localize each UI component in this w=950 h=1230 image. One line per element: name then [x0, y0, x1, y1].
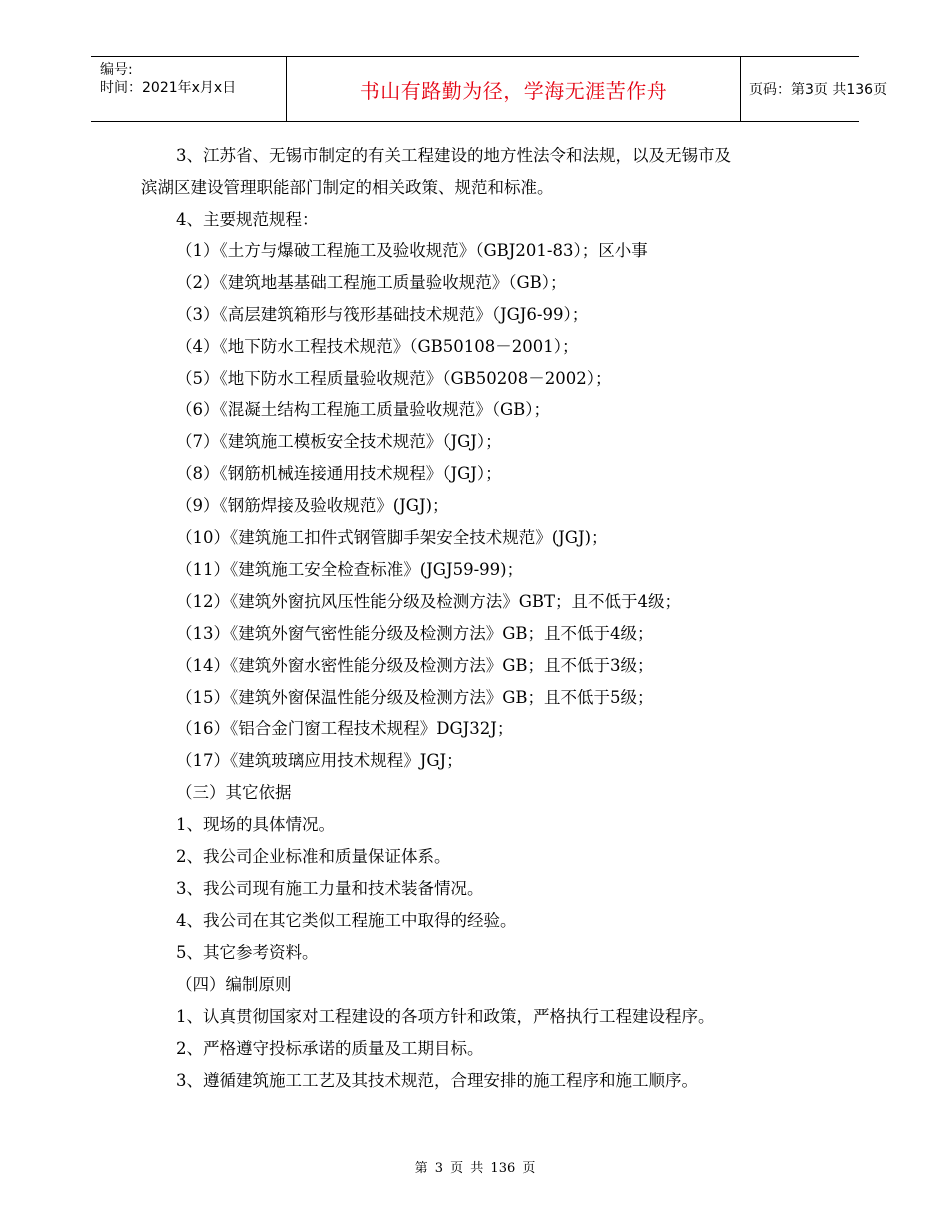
header-motto: 书山有路勤为径，学海无涯苦作舟 — [359, 78, 668, 103]
list-item: （8）《钢筋机械连接通用技术规程》（JGJ）； — [176, 464, 502, 483]
paragraph-line: 4、我公司在其它类似工程施工中取得的经验。 — [176, 911, 517, 930]
list-item: （12）《建筑外窗抗风压性能分级及检测方法》GBT；且不低于4级； — [176, 592, 682, 611]
header-motto-cell — [286, 57, 741, 121]
paragraph-line: 5、其它参考资料。 — [176, 943, 319, 962]
list-item: （16）《铝合金门窗工程技术规程》DGJ32J； — [176, 719, 514, 738]
list-item: （13）《建筑外窗气密性能分级及检测方法》GB；且不低于4级； — [176, 624, 654, 643]
header-page-cell — [741, 57, 888, 121]
page-footer: 第 3 页 共 136 页 — [414, 1161, 536, 1176]
header-number-label: 编号: — [100, 62, 133, 78]
list-item: （5）《地下防水工程质量验收规范》（GB50208－2002）； — [176, 369, 612, 388]
header-page-info: 页码：第3页 共136页 — [749, 82, 888, 98]
paragraph-line: 3、江苏省、无锡市制定的有关工程建设的地方性法令和法规，以及无锡市及 — [176, 146, 731, 165]
paragraph-line: 1、认真贯彻国家对工程建设的各项方针和政策，严格执行工程建设程序。 — [176, 1007, 715, 1026]
list-item: （10）《建筑施工扣件式钢管脚手架安全技术规范》(JGJ)； — [176, 528, 608, 547]
paragraph-line: 4、主要规范规程： — [176, 210, 319, 229]
list-item: （6）《混凝土结构工程施工质量验收规范》（GB）； — [176, 400, 551, 419]
list-item: （1）《土方与爆破工程施工及验收规范》（GBJ201-83）；区小事 — [176, 241, 648, 260]
list-item: （7）《建筑施工模板安全技术规范》（JGJ）； — [176, 432, 502, 451]
paragraph-line: 3、遵循建筑施工工艺及其技术规范，合理安排的施工程序和施工顺序。 — [176, 1071, 698, 1090]
list-item: （15）《建筑外窗保温性能分级及检测方法》GB；且不低于5级； — [176, 688, 654, 707]
paragraph-line: 2、严格遵守投标承诺的质量及工期目标。 — [176, 1039, 484, 1058]
paragraph-line: 1、现场的具体情况。 — [176, 815, 335, 834]
list-item: （11）《建筑施工安全检查标准》(JGJ59-99)； — [176, 560, 524, 579]
page-header — [91, 56, 888, 122]
paragraph-line: 3、我公司现有施工力量和技术装备情况。 — [176, 879, 484, 898]
list-item: （14）《建筑外窗水密性能分级及检测方法》GB；且不低于3级； — [176, 656, 654, 675]
list-item: （9）《钢筋焊接及验收规范》(JGJ)； — [176, 496, 449, 515]
list-item: （4）《地下防水工程技术规范》（GB50108－2001）； — [176, 337, 579, 356]
list-item: （17）《建筑玻璃应用技术规程》JGJ； — [176, 751, 463, 770]
header-time-label: 时间：2021年x月x日 — [100, 80, 237, 96]
paragraph-line: 滨湖区建设管理职能部门制定的相关政策、规范和标准。 — [141, 178, 554, 197]
section-heading: （三）其它依据 — [176, 783, 292, 802]
paragraph-line: 2、我公司企业标准和质量保证体系。 — [176, 847, 451, 866]
list-item: （2）《建筑地基基础工程施工质量验收规范》（GB）； — [176, 273, 567, 292]
header-meta — [91, 57, 286, 121]
list-item: （3）《高层建筑箱形与筏形基础技术规范》（JGJ6-99）； — [176, 305, 589, 324]
section-heading: （四）编制原则 — [176, 975, 292, 994]
